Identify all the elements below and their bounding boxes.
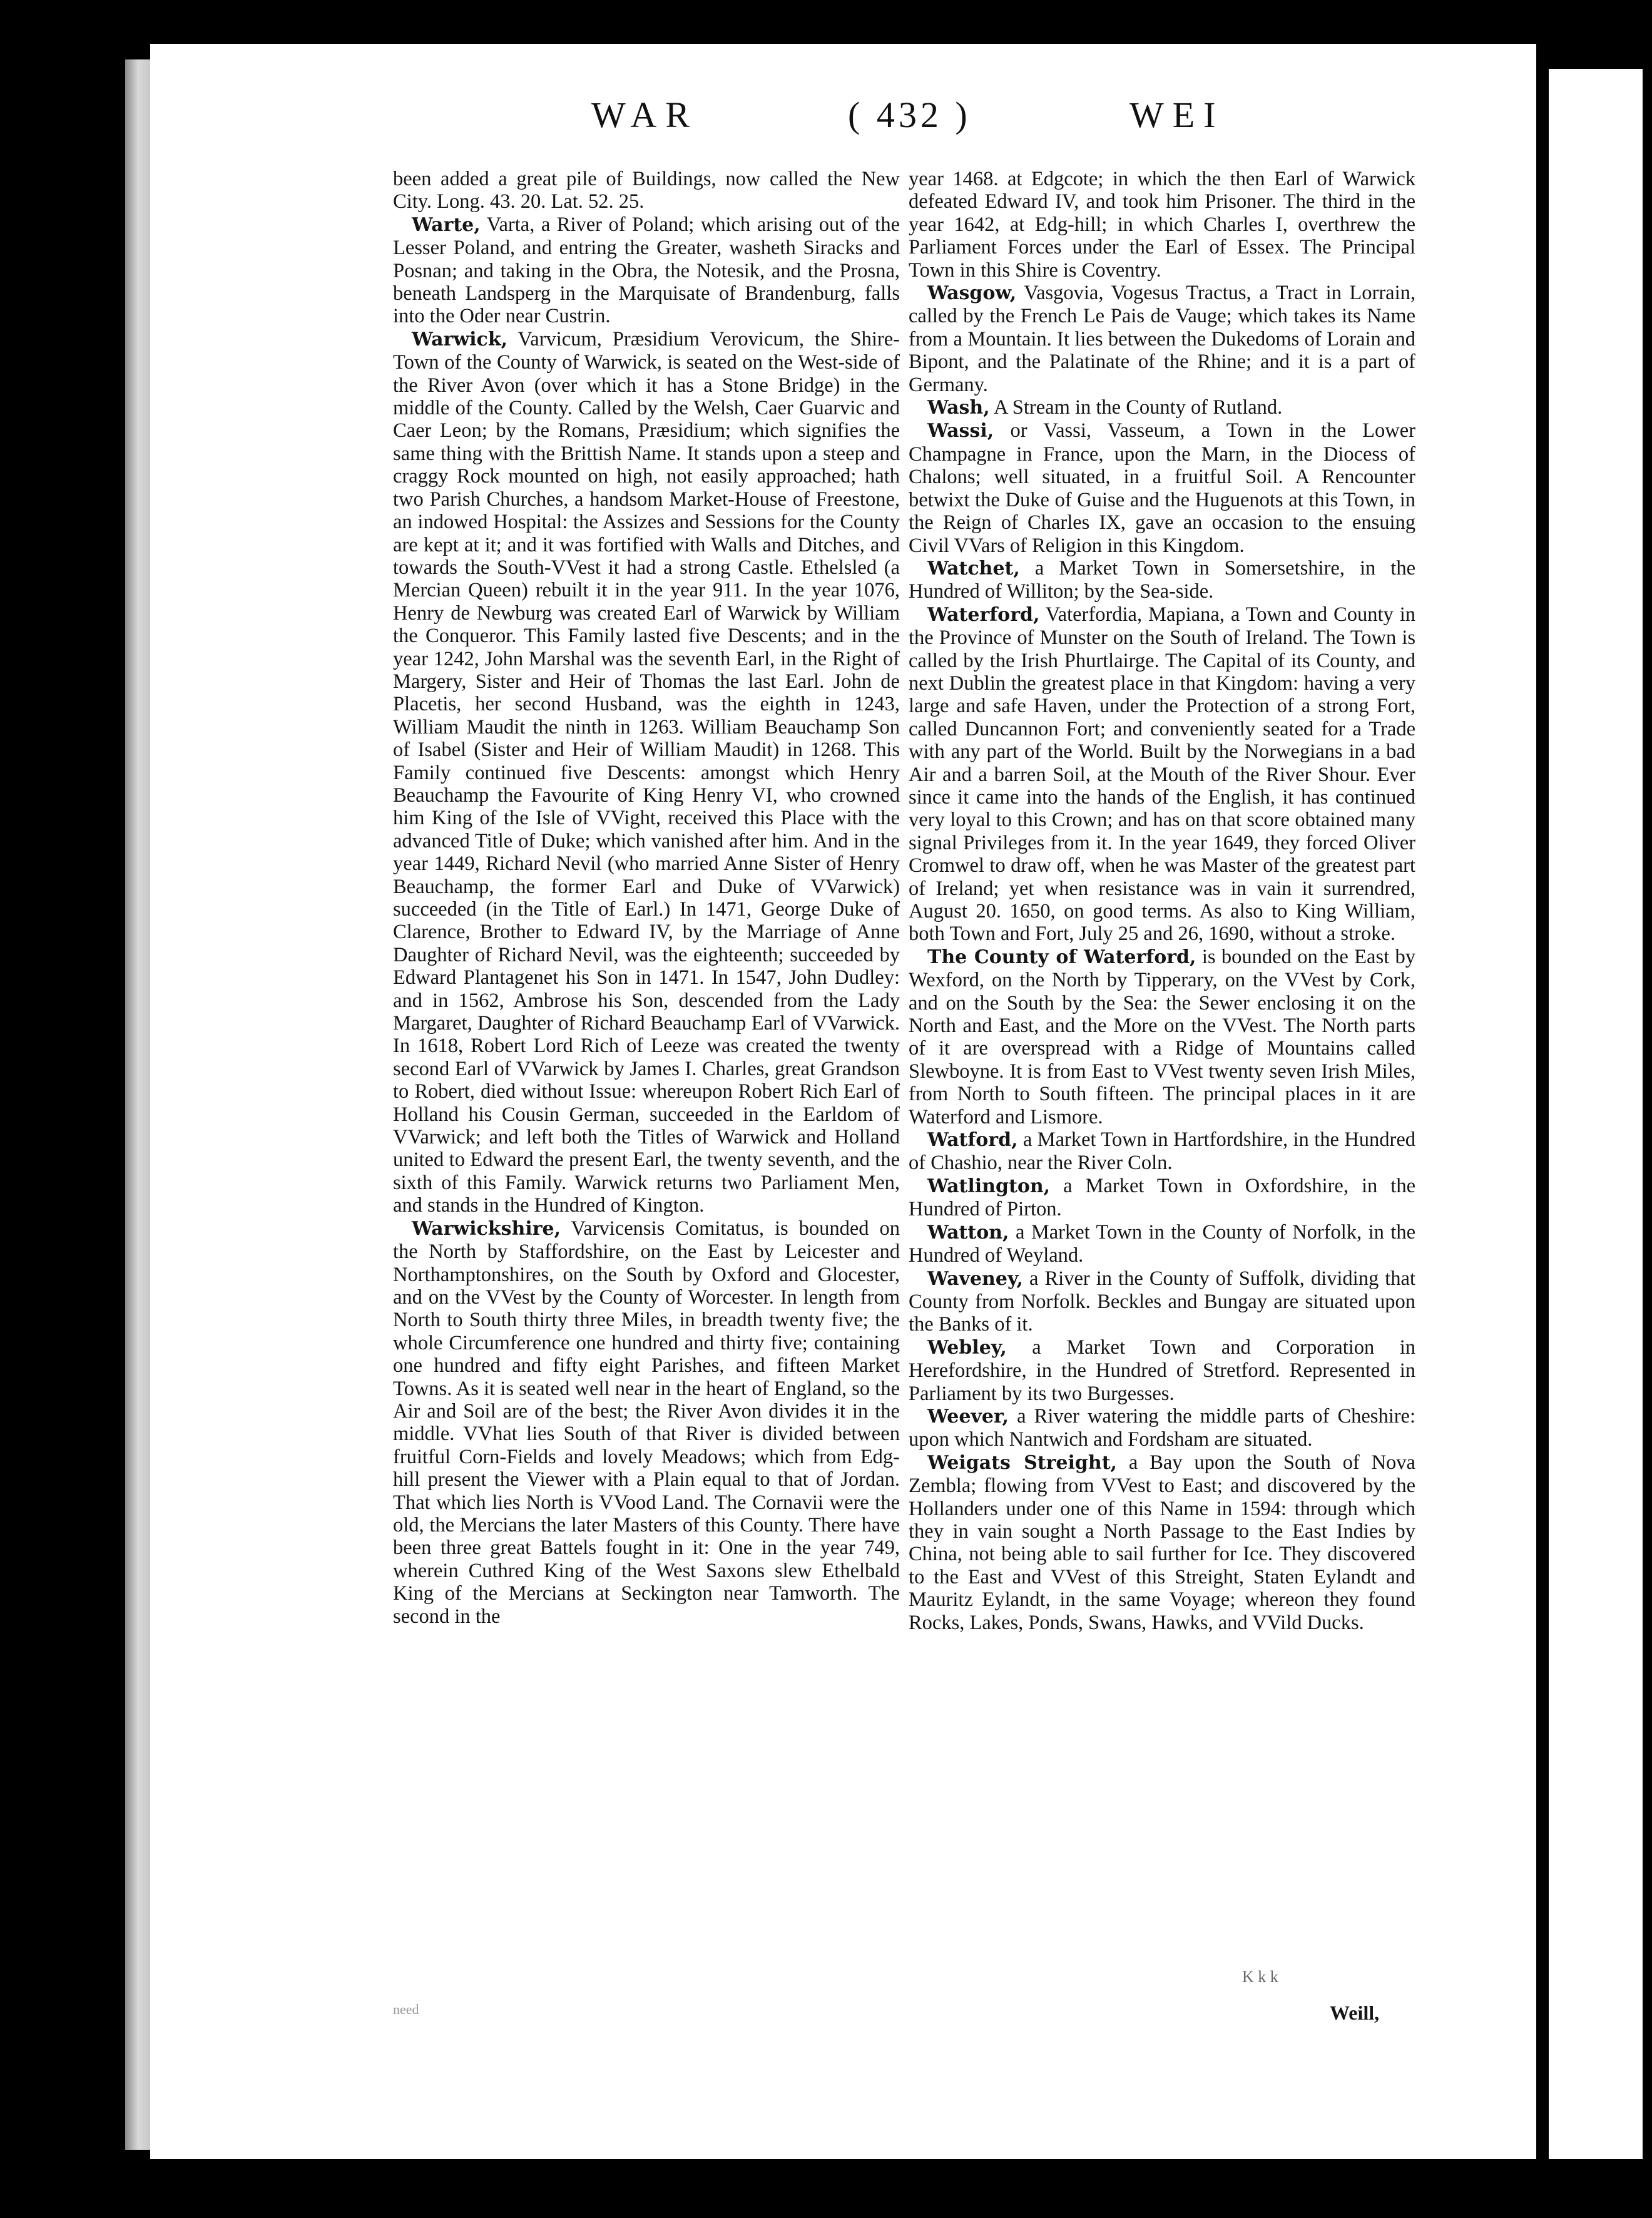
entry-waveney: Waveney, a River in the County of Suffolk, dividing that County from Norfolk. Beckles and Bungay are situated upon the Banks of it. [909, 1267, 1415, 1336]
entry-weigats-streight: Weigats Streight, a Bay upon the South of Nova Zembla; flowing from VVest to East; and discovered by the Hollanders under one of this Name in 1594: through which they in vain sought a North Passage to the East Indies by China, not being able to sail further for Ice. They discovered to the East and VVest of this Streight, Staten Eylandt and Mauritz Eylandt, in the same Voyage; whereon they found Rocks, Lakes, Ponds, Swans, Hawks, and VVild Ducks. [909, 1451, 1415, 1634]
entry-watchet: Watchet, a Market Town in Somersetshire, in the Hundred of Williton; by the Sea-side. [909, 556, 1415, 603]
entry-watlington: Watlington, a Market Town in Oxfordshire, in the Hundred of Pirton. [909, 1174, 1415, 1221]
signature-mark: K k k [1242, 1968, 1278, 1986]
running-head-left: WAR [591, 95, 698, 135]
entry-waterford: Waterford, Vaterfordia, Mapiana, a Town and County in the Province of Munster on the South of Ireland. The Town is called by the Irish Phurtlairge. The Capital of its County, and next Dublin the greatest place in that Kingdom: having a very large and safe Haven, under the Protection of a strong Fort, called Duncannon Fort; and conveniently seated for a Trade with any part of the World. Built by the Norwegians in a bad Air and a barren Soil, at the Mouth of the River Shour. Ever since it came into the hands of the English, it has continued very loyal to this Crown; and has on that score obtained many signal Privileges from it. In the year 1649, they forced Oliver Cromwel to draw off, when he was Master of the greatest part of Ireland; yet when resistance was in vain it surrendred, August 20. 1650, on good terms. As also to King William, both Town and Fort, July 25 and 26, 1690, without a stroke. [909, 603, 1415, 946]
entry-warte: Warte, Varta, a River of Poland; which arising out of the Lesser Poland, and entring the Greater, washeth Siracks and Posnan; and taking in the Obra, the Notesik, and the Prosna, beneath Landsperg in the Marquisate of Brandenburg, falls into the Oder near Custrin. [393, 213, 900, 328]
entry-watton: Watton, a Market Town in the County of Norfolk, in the Hundred of Weyland. [909, 1220, 1415, 1267]
entry-county-of-waterford: The County of Waterford, is bounded on the East by Wexford, on the North by Tipperary, on the VVest by Cork, and on the South by the Sea: the Sewer enclosing it on the North and East, and the More on the VVest. The North parts of it are overspread with a Ridge of Mountains called Slewboyne. It is from East to VVest twenty seven Irish Miles, from North to South fifteen. The principal places in it are Waterford and Lismore. [909, 945, 1415, 1128]
entry-continuation: year 1468. at Edgcote; in which the then Earl of Warwick defeated Edward IV, and took him Prisoner. The third in the year 1642, at Edg-hill; in which Charles I, overthrew the Parliament Forces under the Earl of Essex. The Principal Town in this Shire is Coventry. [909, 168, 1415, 282]
entry-warwickshire: Warwickshire, Varvicensis Comitatus, is bounded on the North by Staffordshire, on the East by Leicester and Northamptonshires, on the South by Oxford and Glocester, and on the VVest by the County of Worcester. In length from North to South thirty three Miles, in breadth twenty five; the whole Circumference one hundred and thirty five; containing one hundred and fifty eight Parishes, and fifteen Market Towns. As it is seated well near in the heart of England, so the Air and Soil are of the best; the River Avon divides it in the middle. VVhat lies South of that River is divided between fruitful Corn-Fields and lovely Meadows; which from Edg-hill present the Viewer with a Plain equal to that of Jordan. That which lies North is VVood Land. The Cornavii were the old, the Mercians the later Masters of this County. There have been three great Battels fought in it: One in the year 749, wherein Cuthred King of the West Saxons slew Ethelbald King of the Mercians at Seckington near Tamworth. The second in the [393, 1217, 900, 1628]
running-head-right: WEI [1129, 95, 1225, 135]
entry-webley: Webley, a Market Town and Corporation in Herefordshire, in the Hundred of Stretford. Represented in Parliament by its two Burgesses. [909, 1336, 1415, 1405]
catchword: Weill, [1330, 2001, 1380, 2024]
right-column [909, 168, 1415, 1634]
entry-wassi: Wassi, or Vassi, Vasseum, a Town in the Lower Champagne in France, upon the Marn, in the Diocess of Chalons; well situated, in a fruitful Soil. A Rencounter betwixt the Duke of Guise and the Huguenots at this Town, in the Reign of Charles IX, gave an occasion to the ensuing Civil VVars of Religion in this Kingdom. [909, 419, 1415, 557]
page-number: ( 432 ) [848, 95, 971, 135]
entry-watford: Watford, a Market Town in Hartfordshire, in the Hundred of Chashio, near the River Coln. [909, 1128, 1415, 1175]
entry-weever: Weever, a River watering the middle parts of Cheshire: upon which Nantwich and Fordsham are situated. [909, 1404, 1415, 1451]
margin-note: need [393, 2001, 419, 2017]
entry-warwick: Warwick, Varvicum, Præsidium Verovicum, the Shire-Town of the County of Warwick, is seated on the West-side of the River Avon (over which it has a Stone Bridge) in the middle of the County. Called by the Welsh, Caer Guarvic and Caer Leon; by the Romans, Præsidium; which signifies the same thing with the Brittish Name. It stands upon a steep and craggy Rock mounted on high, not easily approached; hath two Parish Churches, a handsom Market-House of Freestone, an indowed Hospital: the Assizes and Sessions for the County are kept at it; and it was fortified with Walls and Ditches, and towards the South-VVest it had a strong Castle. Ethelsled (a Mercian Queen) rebuilt it in the year 911. In the year 1076, Henry de Newburg was created Earl of Warwick by William the Conqueror. This Family lasted five Descents; and in the year 1242, John Marshal was the seventh Earl, in the Right of Margery, Sister and Heir of Thomas the last Earl. John de Placetis, her second Husband, was the eighth in 1243, William Maudit the ninth in 1263. William Beauchamp Son of Isabel (Sister and Heir of William Maudit) in 1268. This Family continued five Descents: amongst which Henry Beauchamp the Favourite of King Henry VI, who crowned him King of the Isle of VVight, received this Place with the advanced Title of Duke; which vanished after him. And in the year 1449, Richard Nevil (who married Anne Sister of Henry Beauchamp, the former Earl and Duke of VVarwick) succeeded (in the Title of Earl.) In 1471, George Duke of Clarence, Brother to Edward IV, by the Marriage of Anne Daughter of Richard Nevil, was the eighteenth; succeeded by Edward Plantagenet his Son in 1471. In 1547, John Dudley: and in 1562, Ambrose his Son, descended from the Lady Margaret, Daughter of Richard Beauchamp Earl of VVarwick. In 1618, Robert Lord Rich of Leeze was created the twenty second Earl of VVarwick by James I. Charles, great Grandson to Robert, died without Issue: whereupon Robert Rich Earl of Holland his Cousin German, succeeded in the Earldom of VVarwick; and left both the Titles of Warwick and Holland united to Edward the present Earl, the twenty seventh, and the sixth of this Family. Warwick returns two Parliament Men, and stands in the Hundred of Kington. [393, 327, 900, 1217]
entry-wash: Wash, A Stream in the County of Rutland. [927, 396, 1283, 419]
entry-wasgow: Wasgow, Vasgovia, Vogesus Tractus, a Tract in Lorrain, called by the French Le Pais de Vauge; which takes its Name from a Mountain. It lies between the Dukedoms of Lorain and Bipont, and the Palatinate of the Rhine; and it is a part of Germany. [909, 282, 1415, 396]
left-column [393, 168, 900, 1628]
entry-continuation: been added a great pile of Buildings, now called the New City. Long. 43. 20. Lat. 52. 25. [393, 168, 900, 213]
facing-page-strip [1549, 69, 1643, 2159]
